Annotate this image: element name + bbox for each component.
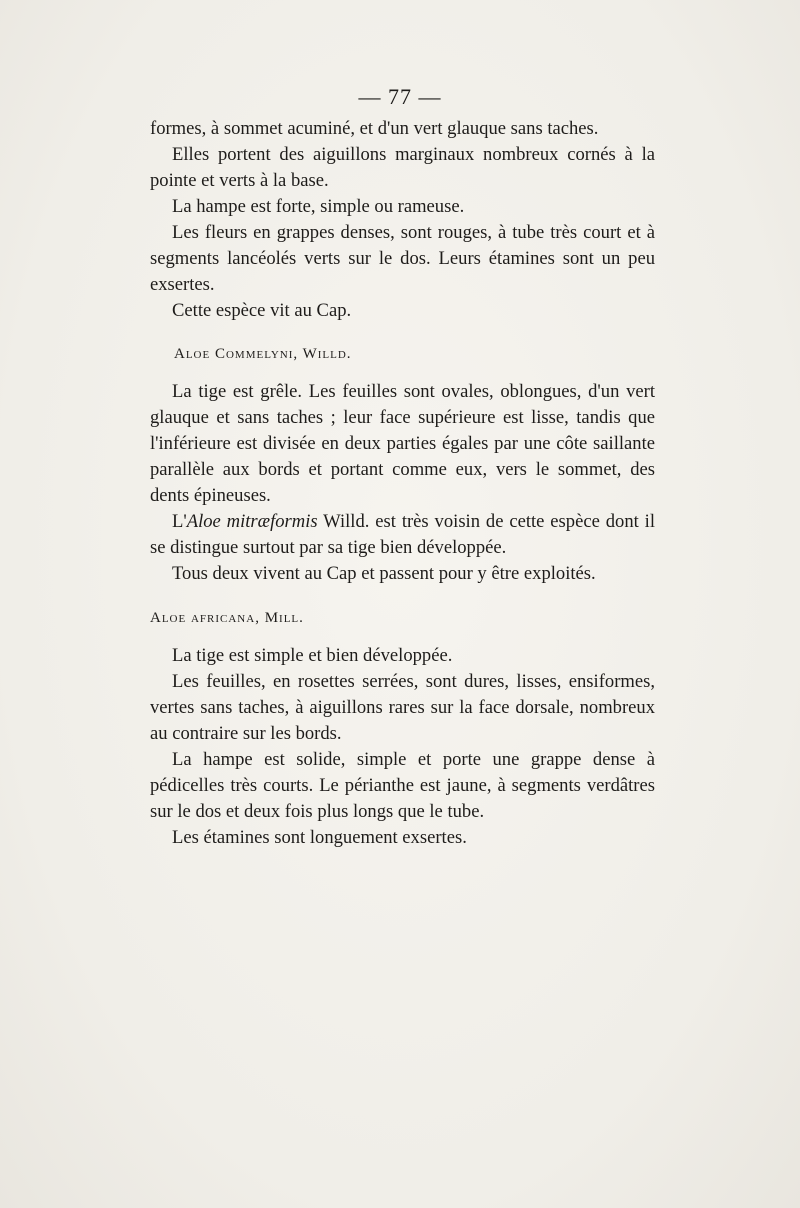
paragraph: La tige est grêle. Les feuilles sont ovales, oblongues, d'un vert glauque et sans taches ; leur face supérieure est lisse, tandis que l'inférieure est divisée en deux parties égales par une côte saillante parallèle aux bords et portant comme eux, vers le sommet, des dents épineuses. [150, 381, 655, 506]
paragraph: Tous deux vivent au Cap et passent pour y être exploités. [172, 563, 596, 584]
page-number: — 77 — [358, 84, 442, 109]
paragraph: La hampe est forte, simple ou rameuse. [172, 196, 465, 217]
italic-species-name: Aloe mitræformis [186, 511, 318, 532]
paragraph: Les feuilles, en rosettes serrées, sont dures, lisses, ensiformes, vertes sans taches, à aiguillons rares sur la face dorsale, nombreux au contraire sur les bords. [150, 671, 655, 744]
paragraph [150, 509, 655, 561]
body-text [150, 116, 655, 851]
paragraph: Les étamines sont longuement exsertes. [172, 827, 467, 848]
text-span: L' [172, 511, 187, 532]
species-heading: Aloe africana, Mill. [150, 610, 304, 626]
paragraph: La hampe est solide, simple et porte une grappe dense à pédicelles très courts. Le périanthe est jaune, à segments verdâtres sur le dos et deux fois plus longs que le tube. [150, 749, 655, 822]
paragraph: Les fleurs en grappes denses, sont rouges, à tube très court et à segments lancéolés verts sur le dos. Leurs étamines sont un peu exsertes. [150, 222, 655, 295]
paragraph: Cette espèce vit au Cap. [172, 300, 352, 321]
paragraph: La tige est simple et bien développée. [172, 645, 453, 666]
text-span: Willd. est très voisin de cette espèce dont il se distingue surtout par sa tige bien développée. [150, 511, 655, 558]
paragraph: formes, à sommet acuminé, et d'un vert glauque sans taches. [150, 118, 599, 139]
species-heading: Aloe Commelyni, Willd. [174, 346, 352, 362]
paragraph: Elles portent des aiguillons marginaux nombreux cornés à la pointe et verts à la base. [150, 144, 655, 191]
